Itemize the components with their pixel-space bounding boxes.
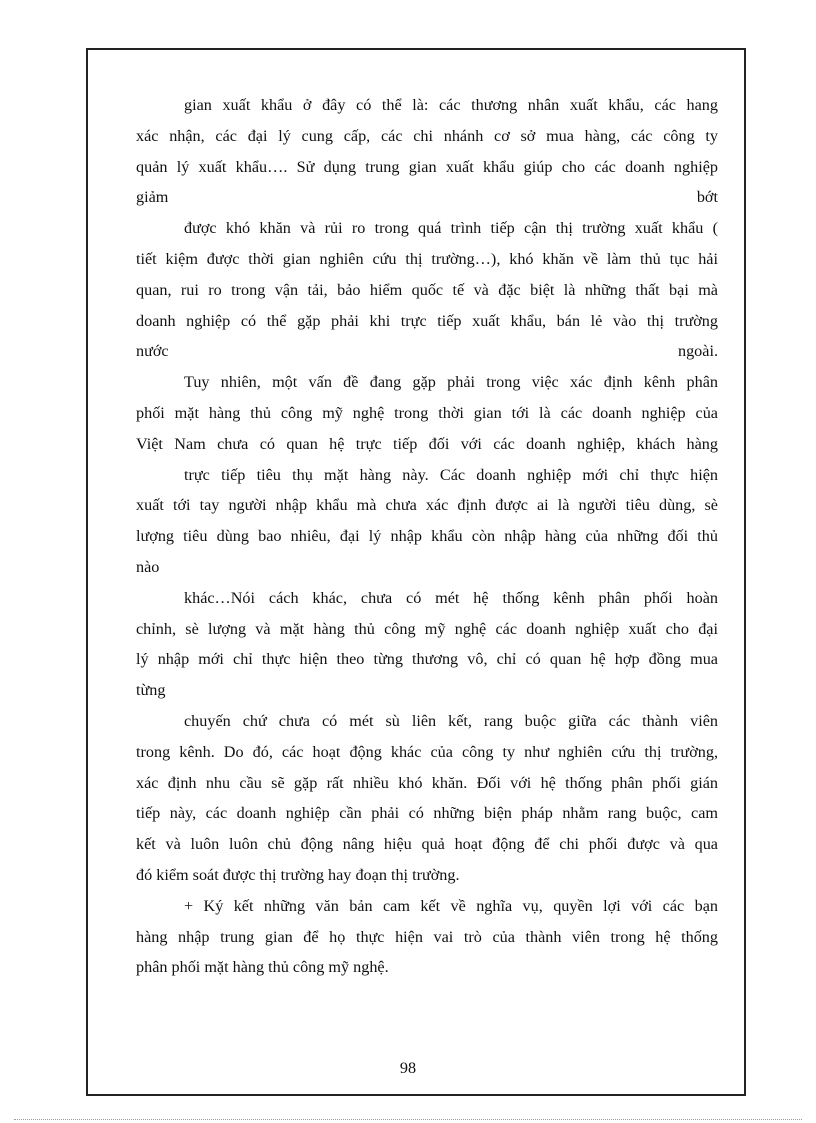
text-line: phối mặt hàng thủ công mỹ nghệ trong thời gian tới là các doanh nghiệp của [136,403,718,422]
text-line: chỉnh, sè lượng và mặt hàng thủ công mỹ nghệ các doanh nghiệp xuất cho đại [136,619,718,638]
dotted-rule [14,1119,802,1120]
page-number: 98 [399,1059,417,1077]
text-line: nước ngoài. [136,342,718,361]
text-line: nào [136,557,160,576]
text-line: trong kênh. Do đó, các hoạt động khác của công ty như nghiên cứu thị trường, [136,742,718,761]
text-line: xác định nhu cầu sẽ gặp rất nhiều khó khăn. Đối với hệ thống phân phối gián [136,773,718,792]
text-line: gian xuất khẩu ở đây có thể là: các thương nhân xuất khẩu, các hang [184,96,718,114]
text-line: khác…Nói cách khác, chưa có mét hệ thống kênh phân phối hoàn [184,588,718,607]
text-line: xác nhận, các đại lý cung cấp, các chi nhánh cơ sở mua hàng, các công ty [136,126,718,145]
text-line: lượng tiêu dùng bao nhiêu, đại lý nhập khẩu còn nhập hàng của những đối thủ [136,527,718,546]
text-line: trực tiếp tiêu thụ mặt hàng này. Các doanh nghiệp mới chỉ thực hiện [184,465,718,484]
text-line: đó kiểm soát được thị trường hay đoạn thị trường. [136,865,460,884]
text-line: được khó khăn và rủi ro trong quá trình tiếp cận thị trường xuất khẩu ( [184,219,718,238]
text-line: hàng nhập trung gian để họ thực hiện vai trò của thành viên trong hệ thống [136,927,718,946]
text-line: quan, rui ro trong vận tải, bảo hiểm quốc tế và đặc biệt là những thất bại mà [136,280,718,299]
text-line: xuất tới tay người nhập khẩu mà chưa xác định được ai là người tiêu dùng, sè [136,496,718,515]
text-line: từng [136,681,166,700]
body-text [136,90,718,983]
text-line: quản lý xuất khẩu…. Sử dụng trung gian xuất khẩu giúp cho các doanh nghiệp [136,157,718,176]
text-line: phân phối mặt hàng thủ công mỹ nghệ. [136,958,389,977]
text-line: tiếp này, các doanh nghiệp cần phải có những biện pháp nhằm rang buộc, cam [136,804,718,823]
text-line: chuyến chứ chưa có mét sù liên kết, rang buộc giữa các thành viên [184,711,718,730]
text-line: kết và luôn luôn chủ động nâng hiệu quả hoạt động để chi phối được và qua [136,835,718,854]
text-line: Tuy nhiên, một vấn đề đang gặp phải trong việc xác định kênh phân [184,373,718,392]
text-line: giảm bớt [136,188,718,207]
text-line: lý nhập mới chỉ thực hiện theo từng thương vô, chỉ có quan hệ hợp đồng mua [136,650,718,669]
text-line: doanh nghiệp có thể gặp phải khi trực tiếp xuất khẩu, bán lẻ vào thị trường [136,311,718,330]
text-line: + Ký kết những văn bản cam kết về nghĩa vụ, quyền lợi với các bạn [184,896,718,915]
text-line: tiết kiệm được thời gian nghiên cứu thị trường…), khó khăn về làm thủ tục hải [136,249,718,268]
text-line: Việt Nam chưa có quan hệ trực tiếp đối với các doanh nghiệp, khách hàng [136,434,718,453]
